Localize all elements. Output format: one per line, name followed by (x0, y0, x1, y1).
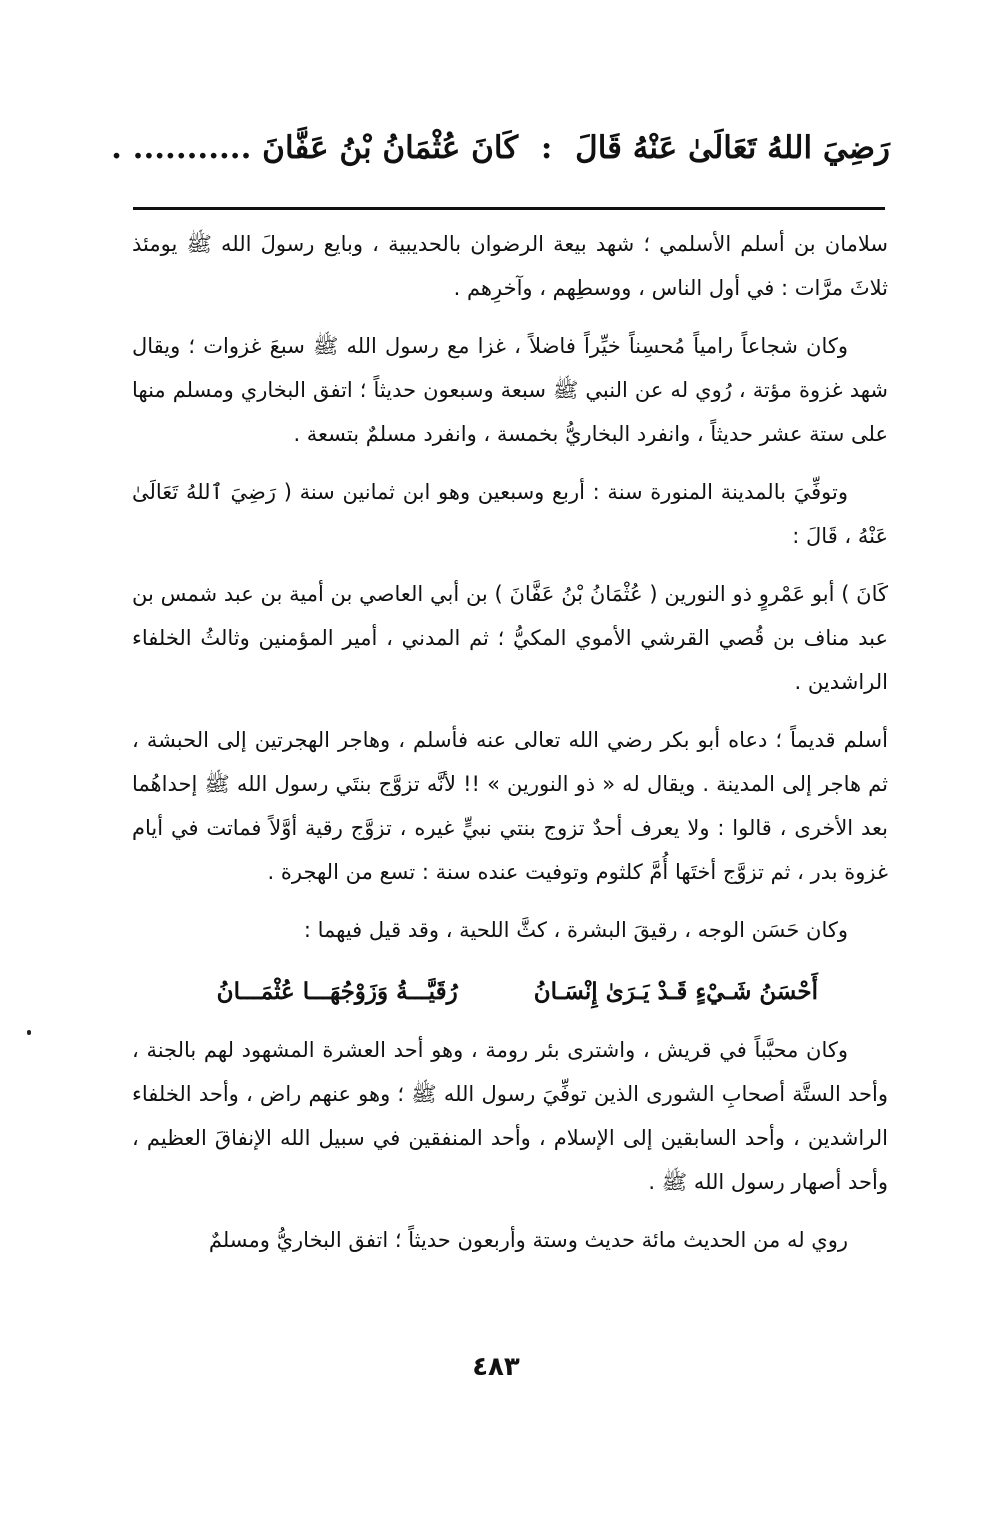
header-dots: ........... . (111, 130, 252, 166)
header-separator: : (540, 130, 553, 166)
running-header (110, 118, 890, 178)
paragraph-6: وكان حَسَن الوجه ، رقيقَ البشرة ، كثَّ اللحية ، وقد قيل فيهما : (303, 918, 848, 942)
poetry-verse (132, 966, 888, 1018)
paragraph-1: سلامان بن أسلم الأسلمي ؛ شهد بيعة الرضوان بالحديبية ، وبايع رسولَ الله ﷺ يومئذ ثلاثَ مرَّات : في أول الناس ، ووسطِهم ، وآخرِهم . (132, 232, 888, 300)
paragraph-3: وتوفِّيَ بالمدينة المنورة سنة : أربع وسبعين وهو ابن ثمانين سنة ( رَضِيَ ٱللهُ تَعَالَىٰ عَنْهُ ، قَالَ : (132, 480, 888, 548)
scan-speck (27, 1030, 31, 1035)
paragraph-2: وكان شجاعاً رامياً مُحسِناً خيِّراً فاضلاً ، غزا مع رسول الله ﷺ سبعَ غزوات ؛ ويقال شهد غزوة مؤتة ، رُوي له عن النبي ﷺ سبعة وسبعون حديثاً ؛ اتفق البخاري ومسلم منها على ستة عشر حديثاً ، وانفرد البخاريُّ بخمسة ، وانفرد مسلمٌ بتسعة . (132, 334, 888, 446)
page-number: ٤٨٣ (472, 1352, 520, 1382)
header-phrase-left: كَانَ عُثْمَانُ بْنُ عَفَّانَ (262, 130, 519, 166)
paragraph-4: كَانَ ) أبو عَمْروٍ ذو النورين ( عُثْمَانُ بْنُ عَفَّانَ ) بن أبي العاصي بن أمية بن عبد شمس بن عبد مناف بن قُصي القرشي الأموي المكيُّ ؛ ثم المدني ، أمير المؤمنين وثالثُ الخلفاء الراشدين . (132, 582, 888, 694)
paragraph-5: أسلم قديماً ؛ دعاه أبو بكر رضي الله تعالى عنه فأسلم ، وهاجر الهجرتين إلى الحبشة ، ثم هاجر إلى المدينة . ويقال له « ذو النورين » !! لأنَّه تزوَّج بنتَي رسول الله ﷺ إحداهُما بعد الأخرى ، قالوا : ولا يعرف أحدٌ تزوج بنتي نبيٍّ غيره ، تزوَّج رقية أوَّلاً فماتت في أيام غزوة بدر ، ثم تزوَّج أختَها أُمَّ كلثوم وتوفيت عنده سنة : تسع من الهجرة . (132, 728, 888, 884)
header-phrase-right: رَضِيَ اللهُ تَعَالَىٰ عَنْهُ قَالَ (575, 130, 890, 166)
verse-hemistich-2: رُقَيَّـــةُ وَزَوْجُهَـــا عُثْمَـــانُ (216, 978, 458, 1005)
paragraph-7: وكان محبَّباً في قريش ، واشترى بئر رومة ، وهو أحد العشرة المشهود لهم بالجنة ، وأحد الستَّة أصحابِ الشورى الذين توفِّيَ رسول الله ﷺ ؛ وهو عنهم راض ، وأحد الخلفاء الراشدين ، وأحد السابقين إلى الإسلام ، وأحد المنفقين في سبيل الله الإنفاقَ العظيم ، وأحد أصهار رسول الله ﷺ . (132, 1038, 888, 1194)
verse-hemistich-1: أَحْسَنُ شَـيْءٍ قَـدْ يَـرَىٰ إِنْسَـانُ (533, 978, 818, 1005)
paragraph-8: روي له من الحديث مائة حديث وستة وأربعون حديثاً ؛ اتفق البخاريُّ ومسلمٌ (208, 1228, 848, 1252)
page-body (132, 222, 888, 1276)
header-rule (133, 207, 885, 210)
